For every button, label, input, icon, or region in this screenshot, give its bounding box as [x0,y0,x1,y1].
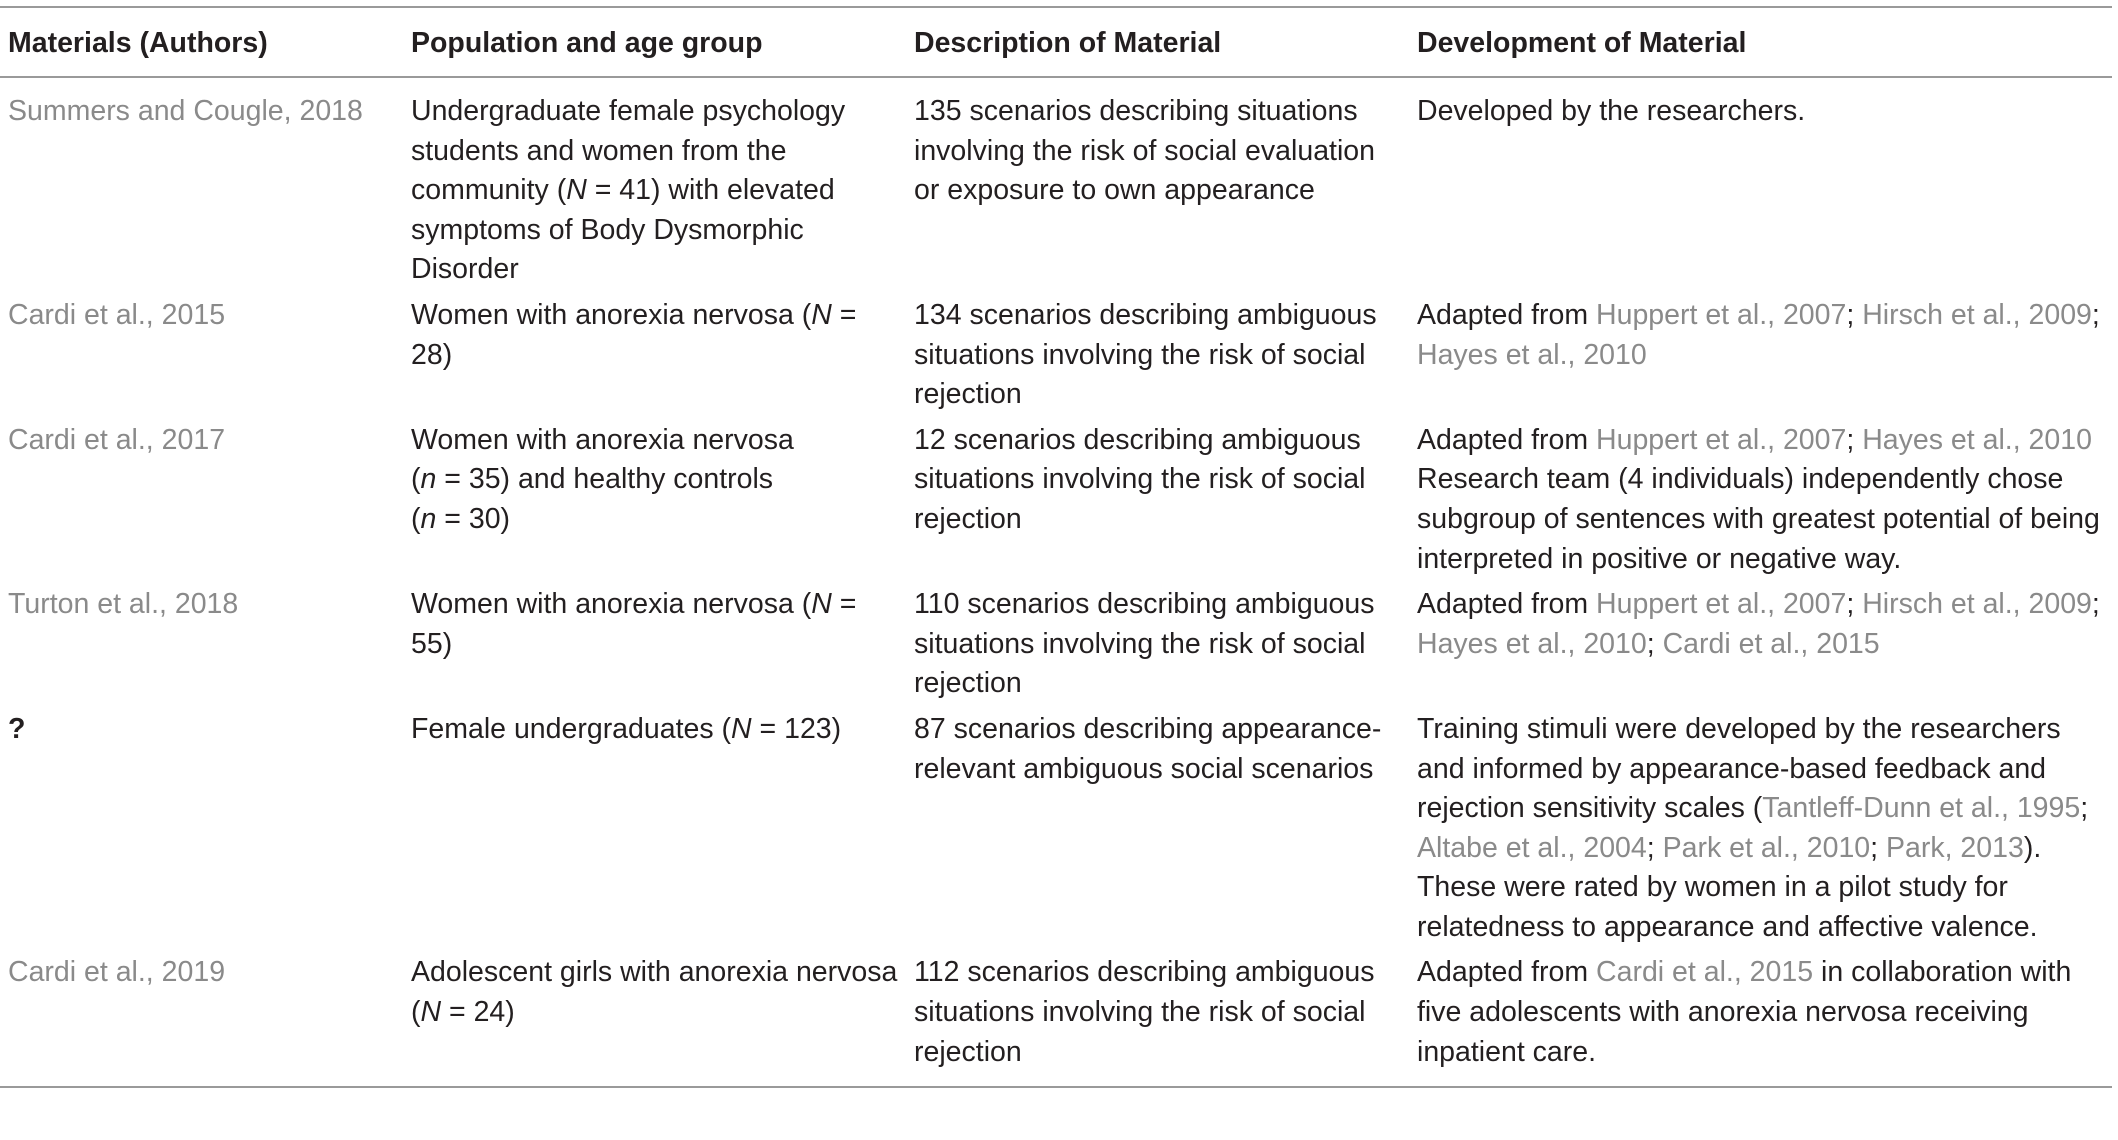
sample-size-symbol: N [566,174,587,207]
population-text: = 55) [411,588,857,660]
sample-size-symbol: N [731,712,752,745]
table-row [0,585,2112,710]
missing-author-marker: ? [8,712,26,745]
development-text: ; [2091,298,2100,331]
cell-description [906,77,1409,296]
development-text: ; [1646,831,1663,864]
reference-link[interactable]: Altabe et al., 2004 [1417,831,1647,864]
development-text: ; [1646,627,1663,660]
development-text: Research team (4 individuals) independently chose subgroup of sentences with greatest potential of being interpreted in positive or negative way. [1417,463,2100,575]
table-row [0,953,2112,1087]
development-text: Adapted from [1417,298,1597,331]
cell-development [1409,77,2112,296]
cell-authors [0,77,403,296]
cell-population [403,421,906,585]
author-citation-link[interactable]: Turton et al., 2018 [8,588,239,621]
population-line [411,421,898,461]
cell-development [1409,953,2112,1087]
cell-authors [0,296,403,421]
population-text: = 30) [436,502,511,535]
description-text: 135 scenarios describing situations involving the risk of social evaluation or exposure to own appearance [914,95,1375,207]
cell-authors [0,585,403,710]
reference-link[interactable]: Park, 2013 [1886,831,2024,864]
development-text: ; [1846,588,1863,621]
population-text: = 35) and healthy controls [436,463,774,496]
cell-description [906,953,1409,1087]
development-text: Adapted from [1417,956,1597,989]
reference-link[interactable]: Hayes et al., 2010 [1417,627,1647,660]
description-text: 134 scenarios describing ambiguous situations involving the risk of social rejection [914,298,1377,411]
header-materials-authors: Materials (Authors) [8,27,268,59]
cell-authors [0,710,403,954]
population-text: = 123) [751,712,842,745]
population-text: Women with anorexia nervosa ( [411,298,812,331]
development-text: Adapted from [1417,588,1597,621]
author-citation-link[interactable]: Summers and Cougle, 2018 [8,95,363,127]
cell-development [1409,585,2112,710]
cell-development [1409,296,2112,421]
reference-link[interactable]: Huppert et al., 2007 [1596,423,1847,456]
population-text: = 28) [411,298,857,371]
reference-link[interactable]: Park et al., 2010 [1662,831,1871,864]
population-text: ( [411,502,421,535]
development-text: ; [2091,588,2100,621]
header-row [0,7,2112,77]
cell-description [906,296,1409,421]
cell-description [906,710,1409,954]
cell-development [1409,421,2112,585]
reference-link[interactable]: Tantleff-Dunn et al., 1995 [1762,792,2081,825]
cell-description [906,585,1409,710]
population-text: Female undergraduates ( [411,712,732,745]
sample-size-symbol: n [420,463,437,496]
cell-authors [0,953,403,1087]
population-text: Adolescent girls with anorexia nervosa ( [411,956,898,1029]
author-citation-link[interactable]: Cardi et al., 2017 [8,423,226,456]
cell-population [403,585,906,710]
header-population-age-group: Population and age group [411,27,763,59]
header-description-of-material: Description of Material [914,27,1222,59]
cell-description [906,421,1409,585]
author-citation-link[interactable]: Cardi et al., 2019 [8,956,226,989]
cell-population [403,296,906,421]
sample-size-symbol: N [811,298,832,331]
development-text: ; [1870,831,1886,864]
sample-size-symbol: N [420,996,442,1029]
population-line [411,500,898,540]
sample-size-symbol: N [811,588,832,621]
development-text: ). These were rated by women in a pilot study for relatedness to appearance and affective valence. [1417,831,2042,943]
table-body [0,77,2112,1087]
development-text: Adapted from [1417,423,1597,456]
description-text: 12 scenarios describing ambiguous situations involving the risk of social rejection [914,423,1366,535]
table-row [0,77,2112,296]
reference-link[interactable]: Cardi et al., 2015 [1662,627,1880,660]
table-row [0,710,2112,954]
description-text: 87 scenarios describing appearance-relevant ambiguous social scenarios [914,712,1382,785]
development-text: ; [1846,423,1863,456]
table-header [0,7,2112,77]
development-text: in collaboration with five adolescents with anorexia nervosa receiving inpatient care. [1417,956,2072,1068]
description-text: 110 scenarios describing ambiguous situations involving the risk of social rejection [914,588,1375,700]
development-text: ; [2080,792,2089,825]
reference-link[interactable]: Cardi et al., 2015 [1596,956,1814,989]
population-text: ( [411,463,421,496]
table-row [0,421,2112,585]
cell-population [403,953,906,1087]
development-text: Developed by the researchers. [1417,95,1806,127]
materials-table [0,6,2112,1088]
cell-population [403,710,906,954]
cell-authors [0,421,403,585]
cell-development [1409,710,2112,954]
reference-link[interactable]: Hayes et al., 2010 [1417,338,1647,371]
population-text: Women with anorexia nervosa ( [411,588,812,621]
description-text: 112 scenarios describing ambiguous situations involving the risk of social rejection [914,956,1375,1068]
header-development-of-material: Development of Material [1417,27,1747,59]
materials-table-container [0,6,2112,1088]
population-line [411,460,898,500]
population-text: = 24) [441,996,515,1029]
population-text: Undergraduate female psychology students and women from the community ( [411,95,846,207]
sample-size-symbol: n [420,502,437,535]
reference-link[interactable]: Hirsch et al., 2009 [1862,298,2092,331]
reference-link[interactable]: Hayes et al., 2010 [1862,423,2092,456]
population-text: = 41) with elevated symptoms of Body Dysmorphic Disorder [411,174,835,286]
development-text: Training stimuli were developed by the researchers and informed by appearance-based feedback and rejection sensitivity scales ( [1417,712,2061,825]
population-text: Women with anorexia nervosa [411,423,794,456]
table-row [0,296,2112,421]
reference-link[interactable]: Hirsch et al., 2009 [1862,588,2092,621]
author-citation-link[interactable]: Cardi et al., 2015 [8,298,226,331]
cell-population [403,77,906,296]
development-text: ; [1846,298,1863,331]
reference-link[interactable]: Huppert et al., 2007 [1596,588,1847,621]
reference-link[interactable]: Huppert et al., 2007 [1596,298,1847,331]
